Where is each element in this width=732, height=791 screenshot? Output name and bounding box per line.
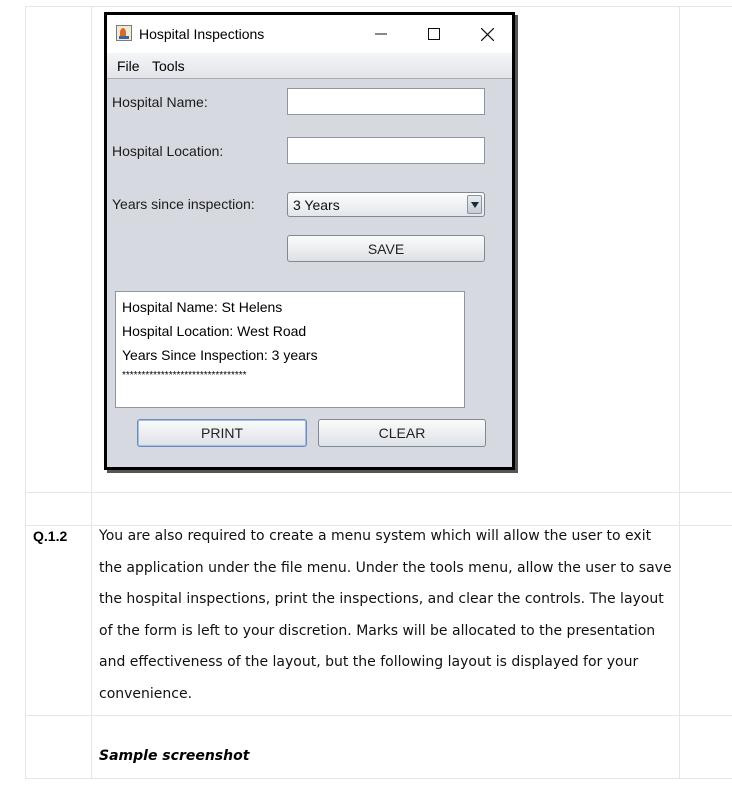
title-bar [107, 15, 512, 53]
chevron-down-icon [471, 202, 479, 208]
minimize-button[interactable] [358, 15, 404, 53]
paragraph-line: and effectiveness of the layout, but the following layout is displayed for your [99, 654, 639, 670]
table-bottom-border [25, 778, 732, 779]
maximize-button[interactable] [411, 15, 457, 53]
question-number: Q.1.2 [33, 528, 68, 544]
clear-button[interactable]: CLEAR [318, 419, 486, 447]
dropdown-arrow-button[interactable] [467, 195, 482, 214]
table-column-divider [91, 6, 92, 779]
paragraph-line: of the form is left to your discretion. Marks will be allocated to the presentation [99, 622, 656, 639]
minimize-icon [375, 28, 387, 40]
table-row-divider [25, 715, 732, 716]
hospital-inspections-window [104, 12, 515, 470]
output-line: Years Since Inspection: 3 years [122, 347, 318, 363]
close-icon [481, 28, 494, 41]
years-selected-value: 3 Years [293, 197, 340, 213]
years-dropdown[interactable] [287, 192, 485, 217]
paragraph-line: convenience. [99, 685, 193, 702]
save-button[interactable]: SAVE [287, 235, 485, 262]
window-title: Hospital Inspections [139, 26, 265, 42]
maximize-icon [428, 28, 440, 40]
output-line: Hospital Name: St Helens [122, 299, 283, 315]
table-row-divider [25, 492, 732, 493]
print-button[interactable]: PRINT [137, 419, 307, 447]
sample-screenshot-caption: Sample screenshot [99, 748, 250, 764]
hospital-location-input[interactable] [287, 137, 485, 164]
table-column-divider [679, 6, 680, 779]
paragraph-line: You are also required to create a menu system which will allow the user to exit [99, 528, 652, 544]
menu-bar [107, 53, 512, 79]
hospital-location-label: Hospital Location: [112, 143, 224, 159]
paragraph-line: the application under the file menu. Under the tools menu, allow the user to save [99, 559, 672, 576]
paragraph-line: the hospital inspections, print the inspections, and clear the controls. The layout [99, 591, 664, 607]
table-left-border [25, 6, 26, 779]
close-button[interactable] [464, 15, 510, 53]
menu-tools[interactable]: Tools [152, 58, 185, 74]
question-paragraph [99, 521, 674, 710]
java-app-icon [116, 25, 132, 41]
output-line: ******************************** [122, 370, 247, 381]
hospital-name-label: Hospital Name: [112, 94, 208, 110]
years-since-inspection-label: Years since inspection: [112, 196, 255, 212]
table-top-border [25, 6, 732, 7]
output-line: Hospital Location: West Road [122, 323, 307, 339]
hospital-name-input[interactable] [287, 88, 485, 115]
inspection-output-area [115, 291, 465, 408]
menu-file[interactable]: File [117, 58, 140, 74]
